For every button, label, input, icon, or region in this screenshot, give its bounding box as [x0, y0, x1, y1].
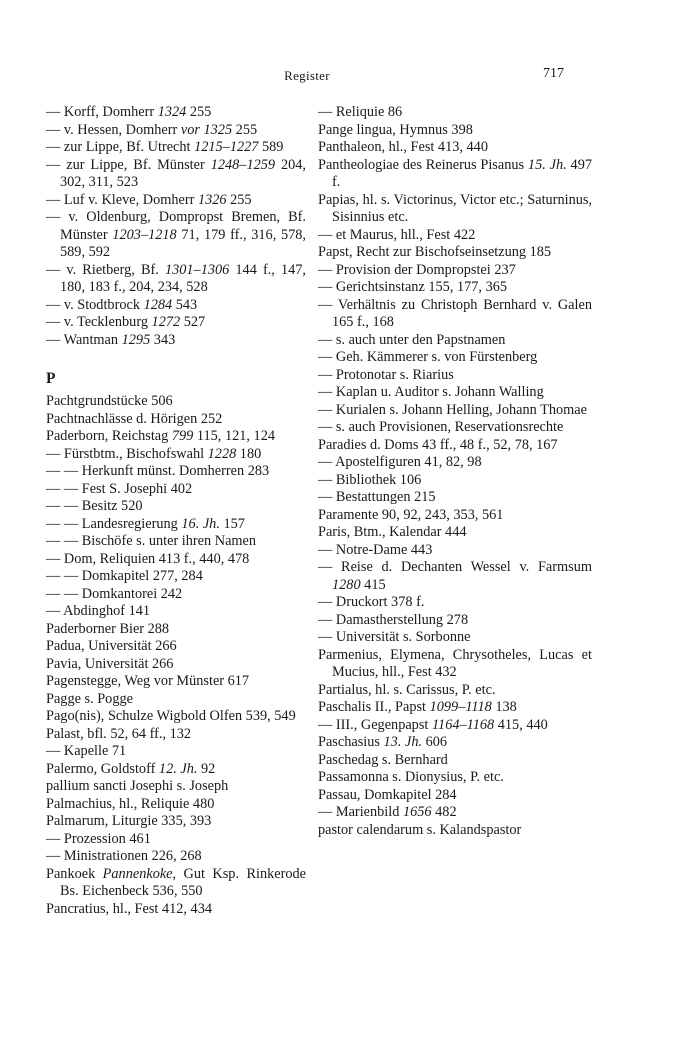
index-entry: Pantheologiae des Reinerus Pisanus 15. Jh. 497 f.	[318, 156, 592, 190]
index-entry: Pagenstegge, Weg vor Münster 617	[46, 673, 250, 689]
index-entry: Pago(nis), Schulze Wigbold Olfen 539, 549	[46, 708, 296, 724]
index-entry: — Kapelle 71	[46, 743, 127, 759]
index-entry: Pange lingua, Hymnus 398	[318, 121, 473, 138]
index-entry: — Universität s. Sorbonne	[318, 629, 471, 645]
index-entry: — Gerichtsinstanz 155, 177, 365	[318, 279, 508, 295]
index-entry: Palast, bfl. 52, 64 ff., 132	[46, 725, 192, 742]
index-entry: — zur Lippe, Bf. Utrecht 1215–1227 589	[46, 139, 284, 155]
index-entry: Paschalis II., Papst 1099–1118 138	[318, 699, 517, 715]
index-entry: — Luf v. Kleve, Domherr 1326 255	[46, 191, 252, 208]
index-entry: Pavia, Universität 266	[46, 655, 174, 672]
index-entry: Passau, Domkapitel 284	[318, 786, 457, 803]
index-column-left	[46, 104, 306, 918]
index-entry: Paderborn, Reichstag 799 115, 121, 124	[46, 428, 275, 444]
index-entry: — Verhältnis zu Christoph Bernhard v. Galen 165 f., 168	[318, 296, 592, 330]
section-letter: P	[46, 370, 56, 387]
index-entry: — Bestattungen 215	[318, 489, 436, 505]
index-entry: — — Bischöfe s. unter ihren Namen	[46, 533, 257, 549]
index-entry: — — Besitz 520	[46, 498, 143, 514]
index-entry: — — Domkantorei 242	[46, 585, 183, 602]
index-entry: Paramente 90, 92, 243, 353, 561	[318, 506, 504, 523]
index-entry: — v. Rietberg, Bf. 1301–1306 144 f., 147, 180, 183 f., 204, 234, 528	[46, 261, 306, 295]
index-entry: — v. Tecklenburg 1272 527	[46, 314, 206, 330]
index-entry: — Geh. Kämmerer s. von Fürstenberg	[318, 349, 538, 365]
index-entry: — Provision der Dompropstei 237	[318, 261, 516, 278]
index-entry: — — Herkunft münst. Domherren 283	[46, 463, 270, 479]
index-entry: — zur Lippe, Bf. Münster 1248–1259 204, 302, 311, 523	[46, 156, 307, 190]
index-entry: — Dom, Reliquien 413 f., 440, 478	[46, 550, 250, 567]
index-entry: Parmenius, Elymena, Chrysotheles, Lucas et Mucius, hll., Fest 432	[318, 646, 592, 680]
index-entry: — Ministrationen 226, 268	[46, 848, 202, 864]
index-entry: — Korff, Domherr 1324 255	[46, 104, 212, 120]
index-entry: — III., Gegenpapst 1164–1168 415, 440	[318, 716, 548, 733]
index-entry: Paris, Btm., Kalendar 444	[318, 524, 467, 540]
index-entry: Paradies d. Doms 43 ff., 48 f., 52, 78, 167	[318, 436, 558, 453]
index-entry: Panthaleon, hl., Fest 413, 440	[318, 139, 488, 155]
index-entry: — s. auch unter den Papstnamen	[318, 331, 506, 348]
index-entry: — Marienbild 1656 482	[318, 804, 457, 820]
index-entry: Palmachius, hl., Reliquie 480	[46, 795, 215, 812]
index-entry: — — Landesregierung 16. Jh. 157	[46, 515, 245, 532]
index-entry: Pachtgrundstücke 506	[46, 393, 173, 409]
index-entry: — Notre-Dame 443	[318, 541, 433, 558]
index-entry: Pachtnachlässe d. Hörigen 252	[46, 410, 223, 427]
index-entry: — Protonotar s. Riarius	[318, 366, 454, 383]
index-entry: Paderborner Bier 288	[46, 620, 170, 637]
index-entry: — Apostelfiguren 41, 82, 98	[318, 454, 482, 470]
index-entry: pallium sancti Josephi s. Joseph	[46, 778, 229, 794]
index-entry: Paschedag s. Bernhard	[318, 751, 448, 768]
index-entry: Pagge s. Pogge	[46, 690, 133, 707]
index-entry: — Bibliothek 106	[318, 471, 422, 488]
index-entry: — Druckort 378 f.	[318, 594, 425, 610]
index-entry: Papias, hl. s. Victorinus, Victor etc.; Saturninus, Sisinnius etc.	[318, 191, 592, 225]
index-entry: — Reliquie 86	[318, 104, 403, 120]
index-entry: — Fürstbtm., Bischofswahl 1228 180	[46, 445, 262, 462]
index-entry: — Kurialen s. Johann Helling, Johann Thomae	[318, 401, 587, 418]
index-entry: Padua, Universität 266	[46, 638, 177, 654]
index-entry: Paschasius 13. Jh. 606	[318, 734, 448, 750]
running-header: Register	[284, 68, 330, 83]
index-entry: Palermo, Goldstoff 12. Jh. 92	[46, 760, 216, 777]
index-entry: Pankoek Pannenkoke, Gut Ksp. Rinkerode Bs. Eichenbeck 536, 550	[46, 865, 306, 899]
index-entry: — — Fest S. Josephi 402	[46, 480, 193, 497]
index-entry: Partialus, hl. s. Carissus, P. etc.	[318, 681, 496, 698]
index-entry: — Wantman 1295 343	[46, 331, 176, 348]
index-entry: Pancratius, hl., Fest 412, 434	[46, 900, 212, 917]
index-column-right	[318, 104, 592, 839]
index-entry: Passamonna s. Dionysius, P. etc.	[318, 769, 504, 785]
index-entry: — v. Stodtbrock 1284 543	[46, 296, 198, 313]
index-entry: pastor calendarum s. Kalandspastor	[318, 821, 522, 838]
index-entry: — Reise d. Dechanten Wessel v. Farmsum 1280 415	[318, 559, 592, 593]
index-entry: — s. auch Provisionen, Reservationsrechte	[318, 419, 564, 435]
index-entry: — v. Oldenburg, Dompropst Bremen, Bf. Münster 1203–1218 71, 179 ff., 316, 578, 589, 592	[46, 209, 306, 260]
index-entry: Papst, Recht zur Bischofseinsetzung 185	[318, 244, 552, 260]
index-entry: — Damastherstellung 278	[318, 611, 469, 628]
index-entry: — — Domkapitel 277, 284	[46, 568, 203, 584]
index-entry: — Abdinghof 141	[46, 603, 151, 619]
index-entry: — Prozession 461	[46, 830, 151, 847]
index-entry: — v. Hessen, Domherr vor 1325 255	[46, 121, 258, 138]
page-number: 717	[543, 66, 564, 81]
index-entry: — Kaplan u. Auditor s. Johann Walling	[318, 384, 544, 400]
index-entry: — et Maurus, hll., Fest 422	[318, 226, 476, 243]
index-entry: Palmarum, Liturgie 335, 393	[46, 813, 212, 829]
